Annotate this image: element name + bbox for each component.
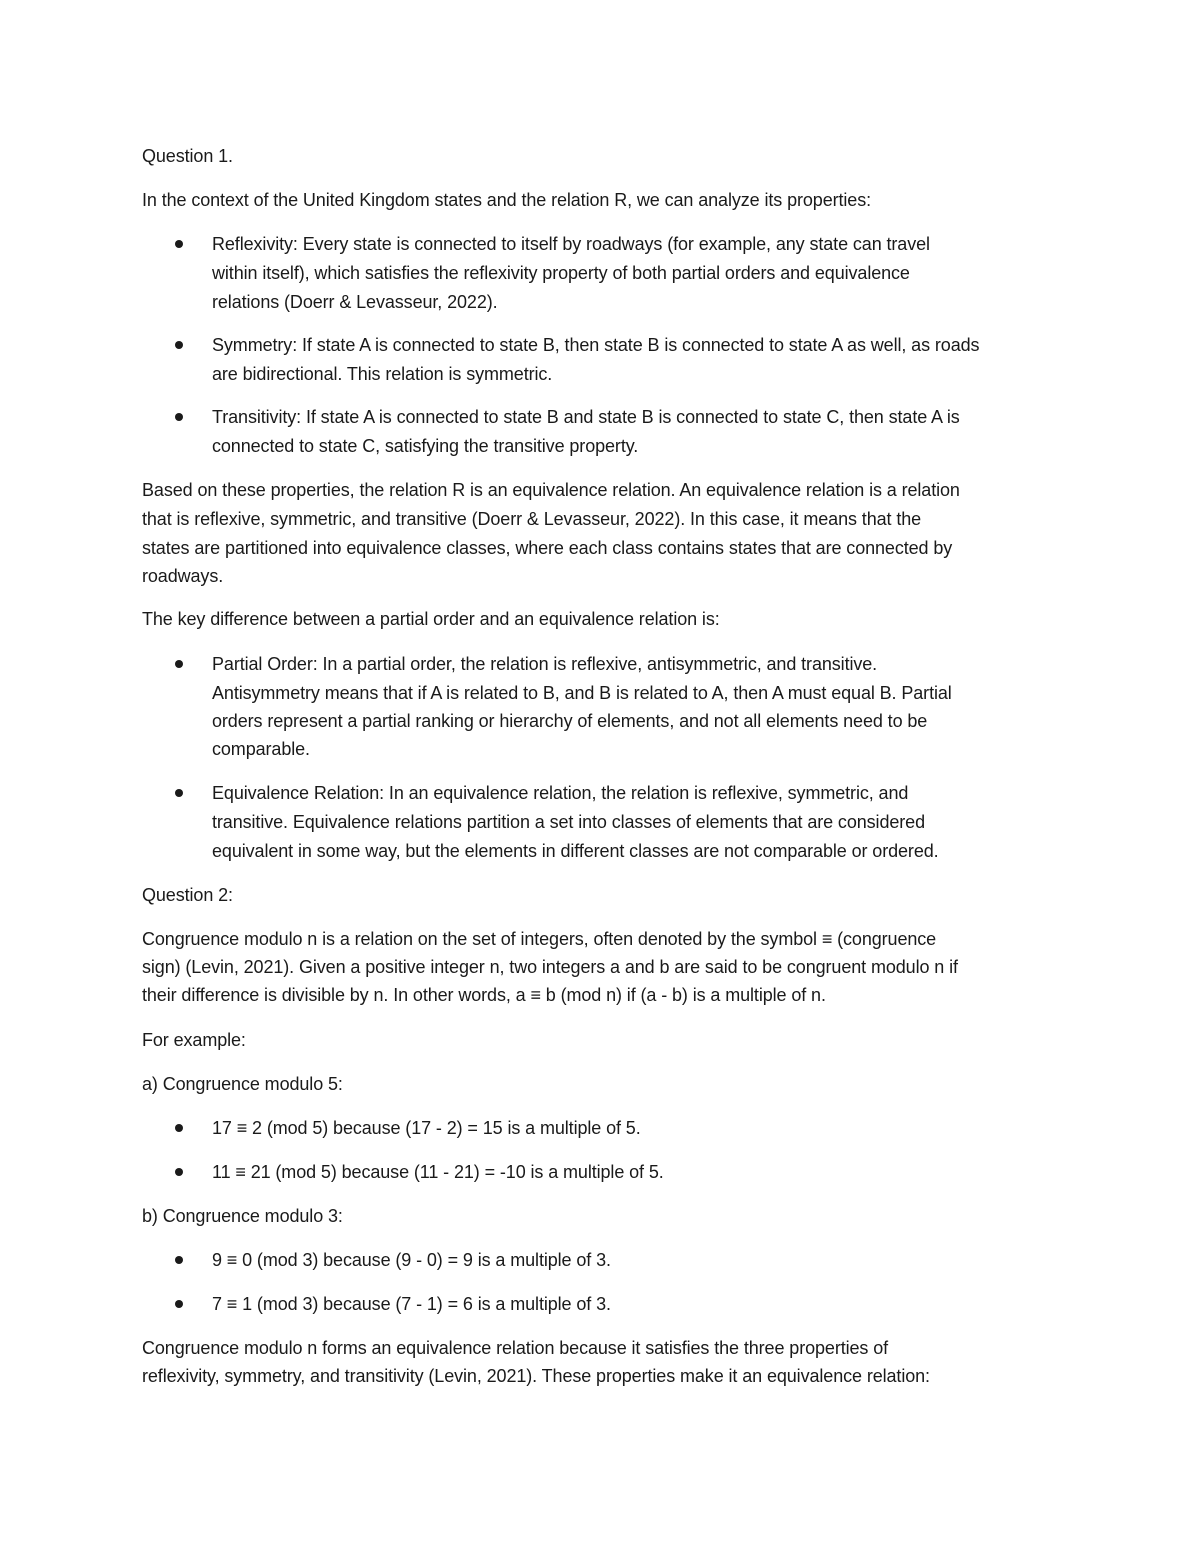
bullet-icon [175,1168,183,1176]
bullet-icon [175,1256,183,1264]
bullet-icon [175,1300,183,1308]
reflexivity-line-1: Reflexivity: Every state is connected to itself by roadways (for example, any state can travel [212,234,930,254]
symmetry-line-2: are bidirectional. This relation is symmetric. [212,364,553,384]
transitivity-line-2: connected to state C, satisfying the transitive property. [212,436,639,456]
mod-3-heading: b) Congruence modulo 3: [142,1206,343,1226]
for-example-text: For example: [142,1030,246,1050]
reflexivity-line-2: within itself), which satisfies the reflexivity property of both partial orders and equivalence [212,263,910,283]
bullet-icon [175,660,183,668]
document-page [142,0,1072,1553]
partial-order-line-3: orders represent a partial ranking or hierarchy of elements, and not all elements need to be [212,711,928,731]
closing-line-2: reflexivity, symmetry, and transitivity (Levin, 2021). These properties make it an equivalence relation: [142,1366,930,1386]
bullet-icon [175,413,183,421]
summary-line-1: Based on these properties, the relation R is an equivalence relation. An equivalence relation is a relation [142,480,960,500]
congruence-line-1: Congruence modulo n is a relation on the set of integers, often denoted by the symbol ≡ (congruence [142,929,937,949]
question-2-heading: Question 2: [142,885,233,905]
equivalence-line-2: transitive. Equivalence relations partition a set into classes of elements that are considered [212,812,925,832]
bullet-icon [175,1124,183,1132]
congruence-line-3: their difference is divisible by n. In other words, a ≡ b (mod n) if (a - b) is a multiple of n. [142,985,826,1005]
summary-line-4: roadways. [142,566,224,586]
partial-order-line-4: comparable. [212,739,310,759]
bullet-icon [175,789,183,797]
mod-5-example-1: 17 ≡ 2 (mod 5) because (17 - 2) = 15 is a multiple of 5. [212,1118,641,1138]
question-1-intro: In the context of the United Kingdom states and the relation R, we can analyze its properties: [142,190,872,210]
congruence-line-2: sign) (Levin, 2021). Given a positive integer n, two integers a and b are said to be congruent modulo n if [142,957,958,977]
equivalence-line-3: equivalent in some way, but the elements in different classes are not comparable or ordered. [212,841,939,861]
summary-line-2: that is reflexive, symmetric, and transitive (Doerr & Levasseur, 2022). In this case, it means that the [142,509,922,529]
closing-line-1: Congruence modulo n forms an equivalence relation because it satisfies the three properties of [142,1338,889,1358]
partial-order-line-1: Partial Order: In a partial order, the relation is reflexive, antisymmetric, and transitive. [212,654,878,674]
mod-5-heading: a) Congruence modulo 5: [142,1074,343,1094]
transitivity-line-1: Transitivity: If state A is connected to state B and state B is connected to state C, then state A is [212,407,960,427]
partial-order-line-2: Antisymmetry means that if A is related to B, and B is related to A, then A must equal B. Partial [212,683,952,703]
mod-5-example-2: 11 ≡ 21 (mod 5) because (11 - 21) = -10 is a multiple of 5. [212,1162,664,1182]
bullet-icon [175,341,183,349]
question-1-heading: Question 1. [142,146,233,166]
reflexivity-line-3: relations (Doerr & Levasseur, 2022). [212,292,498,312]
key-difference-text: The key difference between a partial order and an equivalence relation is: [142,609,720,629]
mod-3-example-1: 9 ≡ 0 (mod 3) because (9 - 0) = 9 is a multiple of 3. [212,1250,611,1270]
bullet-icon [175,240,183,248]
mod-3-example-2: 7 ≡ 1 (mod 3) because (7 - 1) = 6 is a multiple of 3. [212,1294,611,1314]
symmetry-line-1: Symmetry: If state A is connected to state B, then state B is connected to state A as well, as roads [212,335,980,355]
summary-line-3: states are partitioned into equivalence classes, where each class contains states that are connected by [142,538,953,558]
equivalence-line-1: Equivalence Relation: In an equivalence relation, the relation is reflexive, symmetric, and [212,783,909,803]
